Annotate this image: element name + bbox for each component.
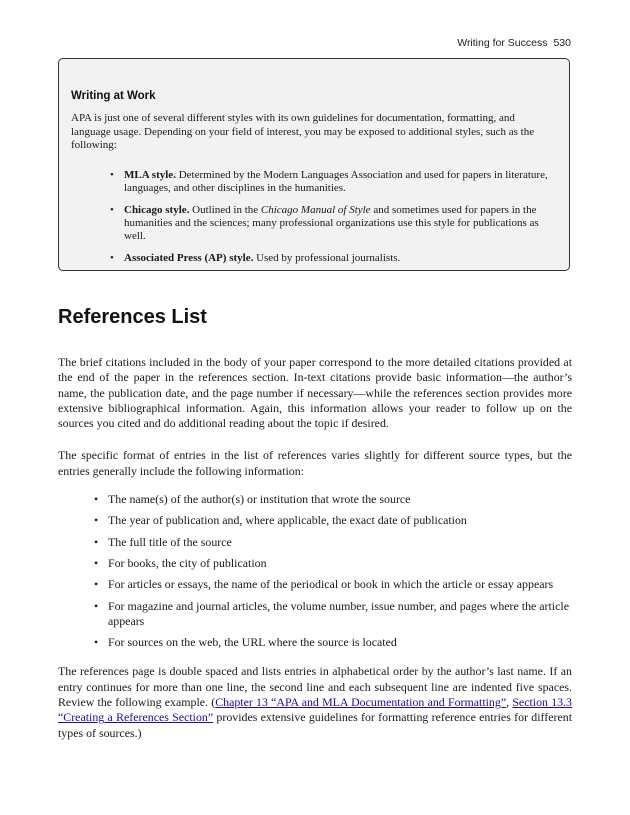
list-item-term: Associated Press (AP) style. — [124, 251, 254, 264]
list-item-italic: Chicago Manual of Style — [260, 203, 371, 216]
list-item-term: Chicago style. — [124, 203, 190, 216]
section-heading: References List — [58, 306, 207, 328]
list-item-text: and sometimes used for papers in the humanities and the sciences; many professional organizations use this style for publications as well. — [124, 203, 539, 242]
reference-info-list — [58, 492, 572, 650]
section-body — [58, 355, 572, 758]
paragraph-3 — [58, 664, 572, 740]
running-header — [457, 37, 571, 49]
list-item: • The year of publication and, where applicable, the exact date of publication — [108, 513, 572, 528]
list-item: • The name(s) of the author(s) or institution that wrote the source — [108, 492, 572, 507]
callout-title: Writing at Work — [71, 90, 156, 102]
paragraph-2: The specific format of entries in the list of references varies slightly for different source types, but the entries generally include the following information: — [58, 448, 572, 478]
list-item — [124, 204, 554, 243]
list-item-text: Outlined in the — [189, 203, 261, 216]
callout-intro: APA is just one of several different styles with its own guidelines for documentation, formatting, and language usage. Depending on your field of interest, you may be exposed to additional styles, such as the following: — [71, 112, 535, 151]
list-item: • For articles or essays, the name of the periodical or book in which the article or essay appears — [108, 577, 572, 592]
list-item: • The full title of the source — [108, 535, 572, 550]
list-item: • For sources on the web, the URL where the source is located — [108, 635, 572, 650]
list-item-term: MLA style. — [124, 168, 176, 181]
style-list — [71, 169, 557, 265]
paragraph-1: The brief citations included in the body of your paper correspond to the more detailed citations provided at the end of the paper in the references section. In-text citations provide basic information—the author’s name, the publication date, and the page number if necessary—while the references section provides more extensive bibliographical information. Again, this information allows your reader to follow up on the sources you cited and do additional reading about the topic if desired. — [58, 355, 572, 431]
list-item-text: Determined by the Modern Languages Association and used for papers in literature, languages, and other disciplines in the humanities. — [124, 168, 548, 194]
list-item — [124, 252, 554, 265]
list-item-text: Used by professional journalists. — [253, 251, 401, 264]
section-13-3-link[interactable]: Section 13.3 “Creating a References Section” — [58, 695, 573, 725]
paragraph-3-end: provides extensive guidelines for formatting reference entries for different types of sources.) — [58, 710, 573, 740]
list-item: • For books, the city of publication — [108, 556, 572, 571]
list-item — [124, 169, 554, 195]
list-item: • For magazine and journal articles, the volume number, issue number, and pages where the article appears — [108, 599, 572, 630]
paragraph-3-separator: , — [506, 695, 513, 710]
paragraph-3-text: The references page is double spaced and lists entries in alphabetical order by the author’s last name. If an entry continues for more than one line, the second line and each subsequent line are indented five spaces. Review the following example. ( — [58, 664, 572, 710]
writing-at-work-callout — [58, 58, 570, 271]
chapter-13-link[interactable]: Chapter 13 “APA and MLA Documentation and Formatting” — [215, 695, 507, 710]
book-title: Writing for Success — [457, 37, 548, 49]
page-number: 530 — [553, 37, 571, 49]
